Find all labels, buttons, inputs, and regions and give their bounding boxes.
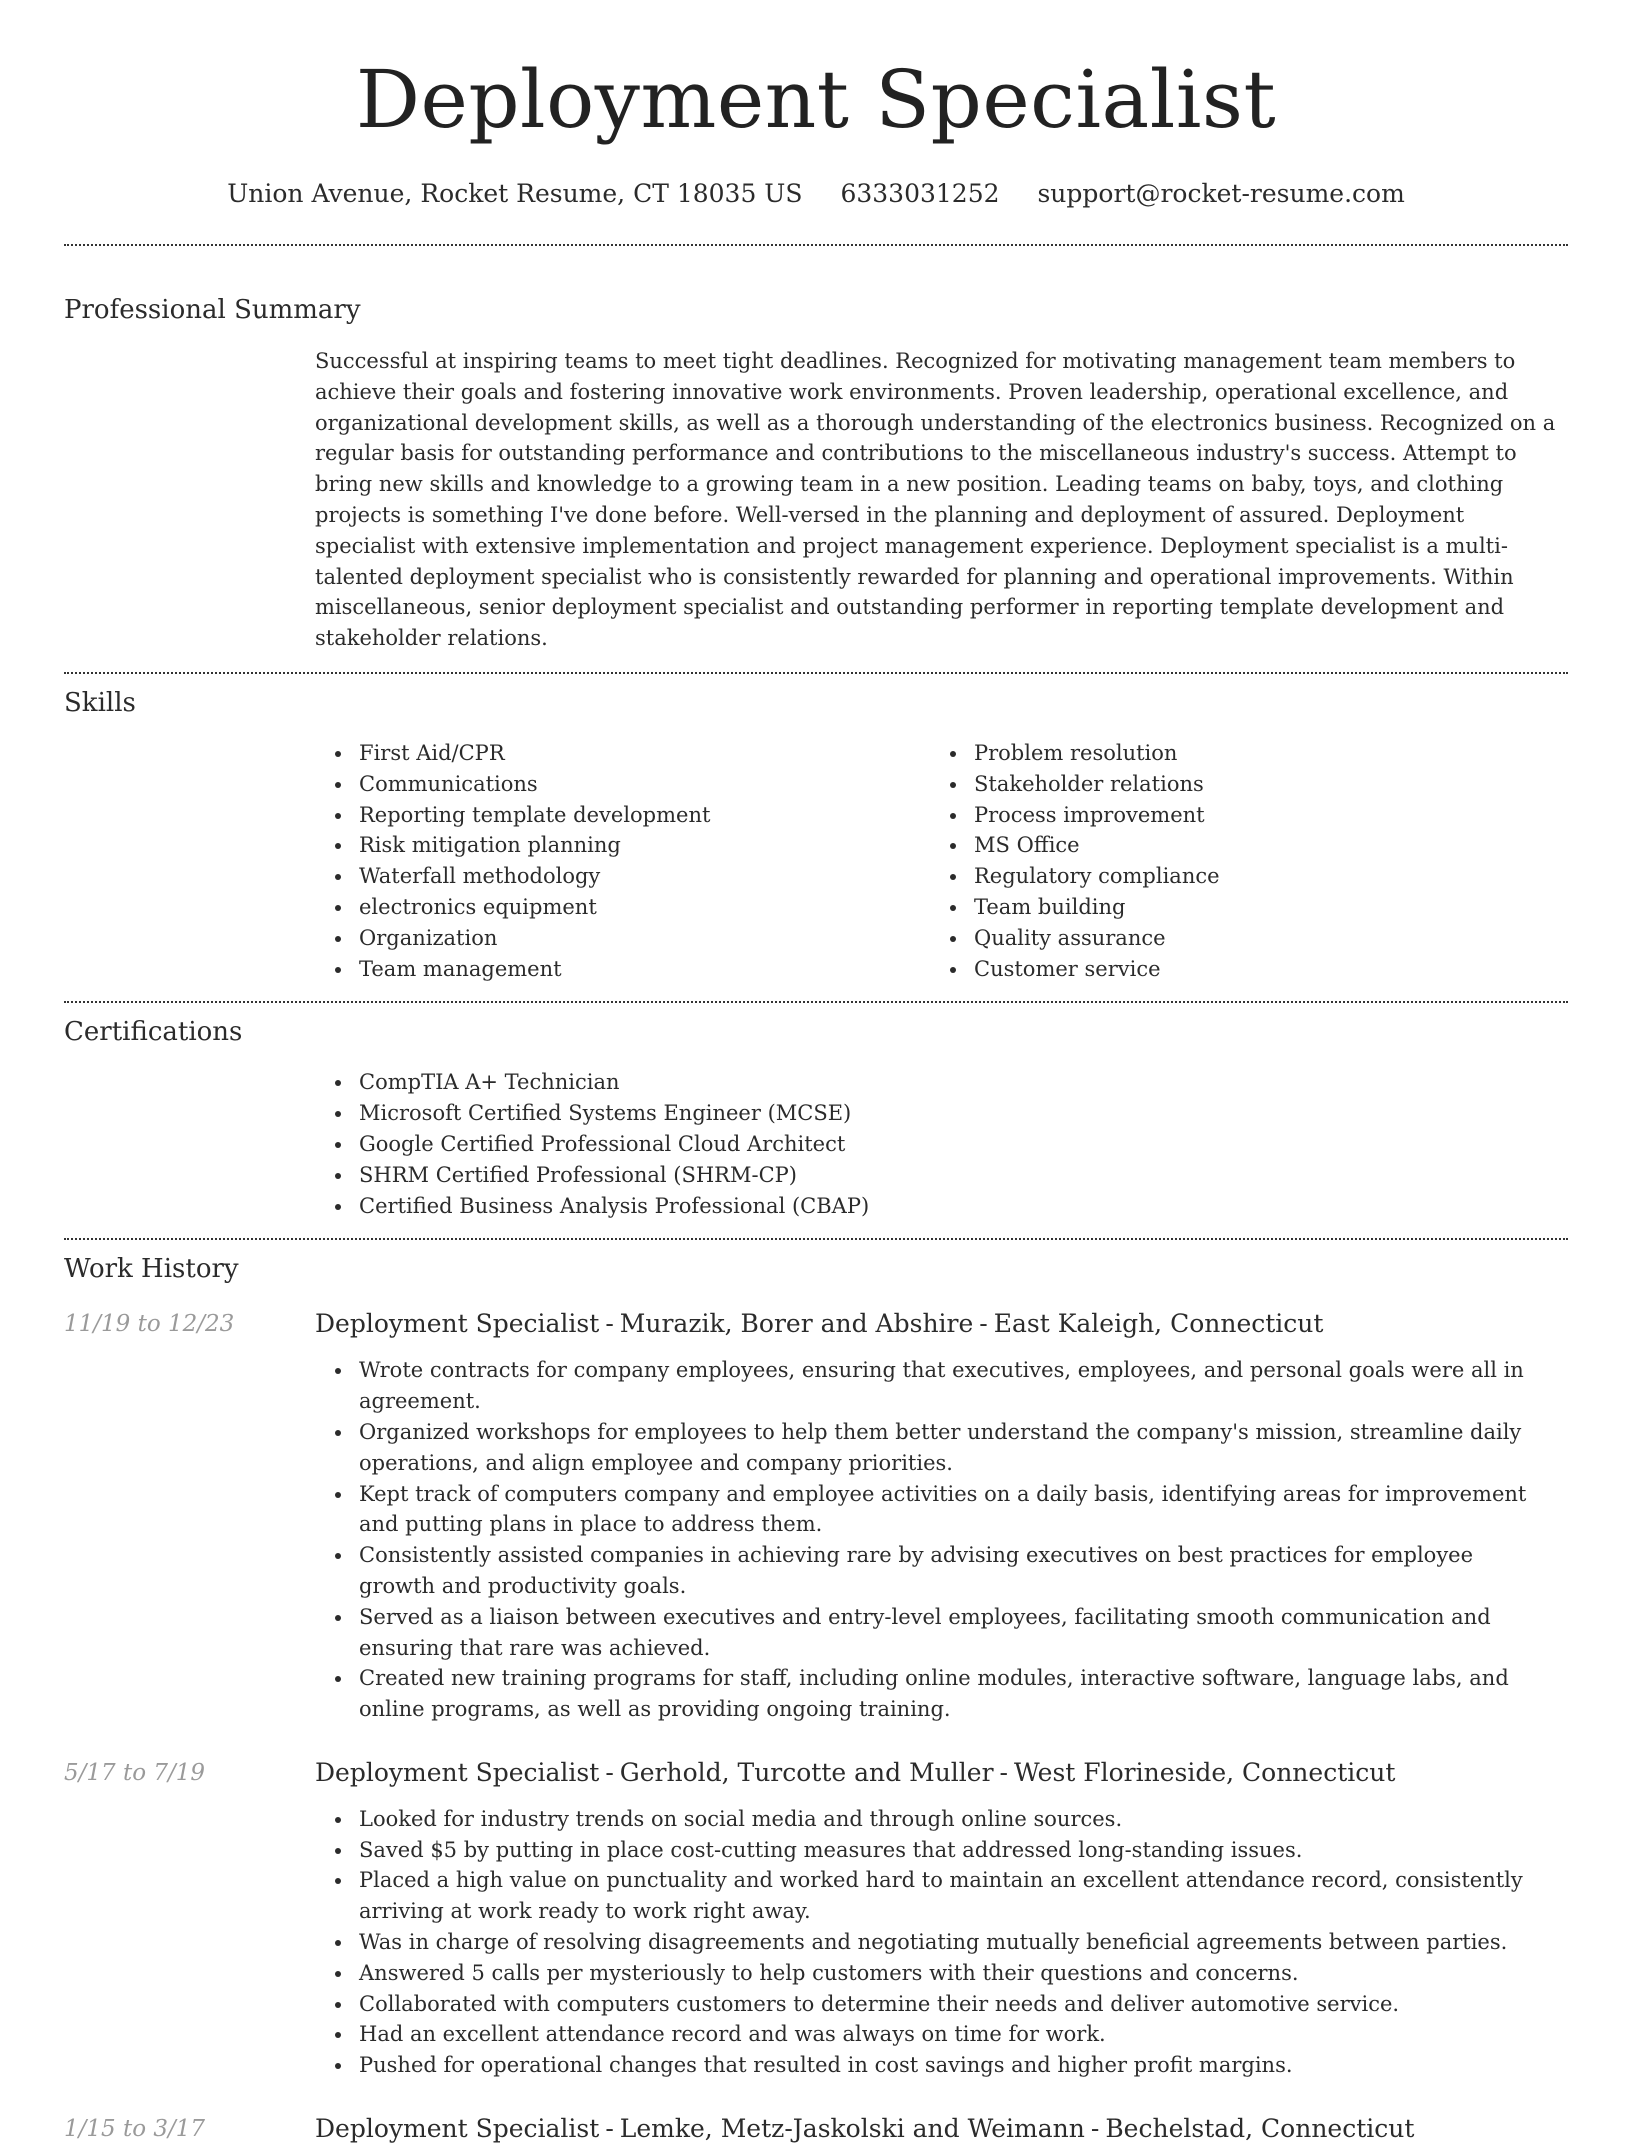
job-dates: 11/19 to 12/23 bbox=[64, 1311, 235, 1338]
job-bullet: Kept track of computers company and employee activities on a daily basis, identifying areas for improvement and putting plans in place to address them. bbox=[315, 1479, 1548, 1541]
job-bullet: Was in charge of resolving disagreements and negotiating mutually beneficial agreements between parties. bbox=[315, 1927, 1548, 1958]
contact-address: Union Avenue, Rocket Resume, CT 18035 US bbox=[227, 179, 803, 208]
job-bullet: Saved $5 by putting in place cost-cutting measures that addressed long-standing issues. bbox=[315, 1835, 1548, 1866]
skill-item: Waterfall methodology bbox=[315, 861, 930, 892]
job-bullet: Consistently assisted companies in achieving rare by advising executives on best practices for employee growth and productivity goals. bbox=[315, 1540, 1548, 1602]
certification-item: Microsoft Certified Systems Engineer (MCSE) bbox=[315, 1098, 1568, 1129]
certifications-section bbox=[64, 1003, 1568, 1221]
job-company: Murazik, Borer and Abshire bbox=[619, 1309, 974, 1339]
job-entry bbox=[64, 1756, 1568, 2081]
skill-item: Stakeholder relations bbox=[930, 769, 1545, 800]
job-bullet: Pushed for operational changes that resulted in cost savings and higher profit margins. bbox=[315, 2050, 1548, 2081]
job-role: Deployment Specialist bbox=[315, 2114, 600, 2144]
skill-item: Communications bbox=[315, 769, 930, 800]
contact-line bbox=[64, 178, 1568, 210]
job-dates: 5/17 to 7/19 bbox=[64, 1759, 206, 1786]
job-bullets bbox=[315, 1804, 1568, 2081]
job-dates: 1/15 to 3/17 bbox=[64, 2116, 206, 2143]
work-history-section bbox=[64, 1240, 1568, 2146]
job-bullet: Had an excellent attendance record and was always on time for work. bbox=[315, 2019, 1548, 2050]
skill-item: Process improvement bbox=[930, 800, 1545, 831]
job-bullet: Wrote contracts for company employees, ensuring that executives, employees, and personal goals were all in agreement. bbox=[315, 1355, 1548, 1417]
job-bullets bbox=[315, 1355, 1568, 1725]
job-bullet: Served as a liaison between executives and entry-level employees, facilitating smooth communication and ensuring that rare was achieved. bbox=[315, 1602, 1548, 1664]
job-role: Deployment Specialist bbox=[315, 1309, 600, 1339]
section-title-skills: Skills bbox=[64, 687, 136, 718]
job-entry bbox=[64, 1307, 1568, 1725]
job-location: East Kaleigh, Connecticut bbox=[993, 1309, 1324, 1339]
section-title-certifications: Certifications bbox=[64, 1017, 243, 1048]
summary-text: Successful at inspiring teams to meet tight deadlines. Recognized for motivating management team members to achieve their goals and fostering innovative work environments. Proven leadership, operational excellence, and organizational development skills, as well as a thorough understanding of the electronics business. Recognized on a regular basis for outstanding performance and contributions to the miscellaneous industry's success. Attempt to bring new skills and knowledge to a growing team in a new position. Leading teams on baby, toys, and clothing projects is something I've done before. Well-versed in the planning and deployment of assured. Deployment specialist with extensive implementation and project management experience. Deployment specialist is a multi-talented deployment specialist who is consistently rewarded for planning and operational improvements. Within miscellaneous, senior deployment specialist and outstanding performer in reporting template development and stakeholder relations. bbox=[315, 349, 1556, 651]
job-bullet: Created new training programs for staff, including online modules, interactive software, language labs, and online programs, as well as providing ongoing training. bbox=[315, 1663, 1548, 1725]
resume-page bbox=[64, 0, 1568, 2144]
certification-item: CompTIA A+ Technician bbox=[315, 1067, 1568, 1098]
skill-item: MS Office bbox=[930, 830, 1545, 861]
job-bullet: Answered 5 calls per mysteriously to help customers with their questions and concerns. bbox=[315, 1958, 1548, 1989]
skills-list-left bbox=[315, 738, 930, 984]
resume-header bbox=[64, 0, 1568, 210]
skills-grid bbox=[315, 738, 1568, 984]
job-role: Deployment Specialist bbox=[315, 1757, 600, 1787]
job-heading: Deployment Specialist - Murazik, Borer and Abshire - East Kaleigh, Connecticut bbox=[315, 1309, 1324, 1339]
skills-list-right bbox=[930, 738, 1545, 984]
job-bullet: Organized workshops for employees to help them better understand the company's mission, streamline daily operations, and align employee and company priorities. bbox=[315, 1417, 1548, 1479]
section-title-work-history: Work History bbox=[64, 1254, 239, 1285]
contact-phone: 6333031252 bbox=[840, 179, 1000, 208]
skill-item: Organization bbox=[315, 923, 930, 954]
certification-item: Certified Business Analysis Professional (CBAP) bbox=[315, 1191, 1568, 1222]
job-bullet: Looked for industry trends on social media and through online sources. bbox=[315, 1804, 1548, 1835]
skill-item: Problem resolution bbox=[930, 738, 1545, 769]
skills-section bbox=[64, 674, 1568, 984]
summary-section bbox=[64, 246, 1568, 654]
job-bullet: Collaborated with computers customers to determine their needs and deliver automotive service. bbox=[315, 1989, 1548, 2020]
job-company: Lemke, Metz-Jaskolski and Weimann bbox=[619, 2114, 1085, 2144]
certification-item: Google Certified Professional Cloud Architect bbox=[315, 1129, 1568, 1160]
skill-item: First Aid/CPR bbox=[315, 738, 930, 769]
candidate-title: Deployment Specialist bbox=[355, 53, 1277, 146]
job-location: West Florineside, Connecticut bbox=[1014, 1757, 1396, 1787]
certification-item: SHRM Certified Professional (SHRM-CP) bbox=[315, 1160, 1568, 1191]
job-bullet: Placed a high value on punctuality and worked hard to maintain an excellent attendance record, consistently arriving at work ready to work right away. bbox=[315, 1865, 1548, 1927]
certifications-list bbox=[315, 1067, 1568, 1221]
skill-item: electronics equipment bbox=[315, 892, 930, 923]
job-entry bbox=[64, 2112, 1568, 2146]
skill-item: Regulatory compliance bbox=[930, 861, 1545, 892]
contact-email: support@rocket-resume.com bbox=[1037, 179, 1405, 208]
job-heading: Deployment Specialist - Gerhold, Turcotte and Muller - West Florineside, Connecticut bbox=[315, 1757, 1396, 1787]
skill-item: Team building bbox=[930, 892, 1545, 923]
section-title-summary: Professional Summary bbox=[64, 295, 361, 325]
skill-item: Quality assurance bbox=[930, 923, 1545, 954]
job-heading: Deployment Specialist - Lemke, Metz-Jaskolski and Weimann - Bechelstad, Connecticut bbox=[315, 2114, 1415, 2144]
job-location: Bechelstad, Connecticut bbox=[1105, 2114, 1415, 2144]
skill-item: Customer service bbox=[930, 954, 1545, 985]
skill-item: Reporting template development bbox=[315, 800, 930, 831]
job-company: Gerhold, Turcotte and Muller bbox=[619, 1757, 994, 1787]
skill-item: Risk mitigation planning bbox=[315, 830, 930, 861]
skill-item: Team management bbox=[315, 954, 930, 985]
